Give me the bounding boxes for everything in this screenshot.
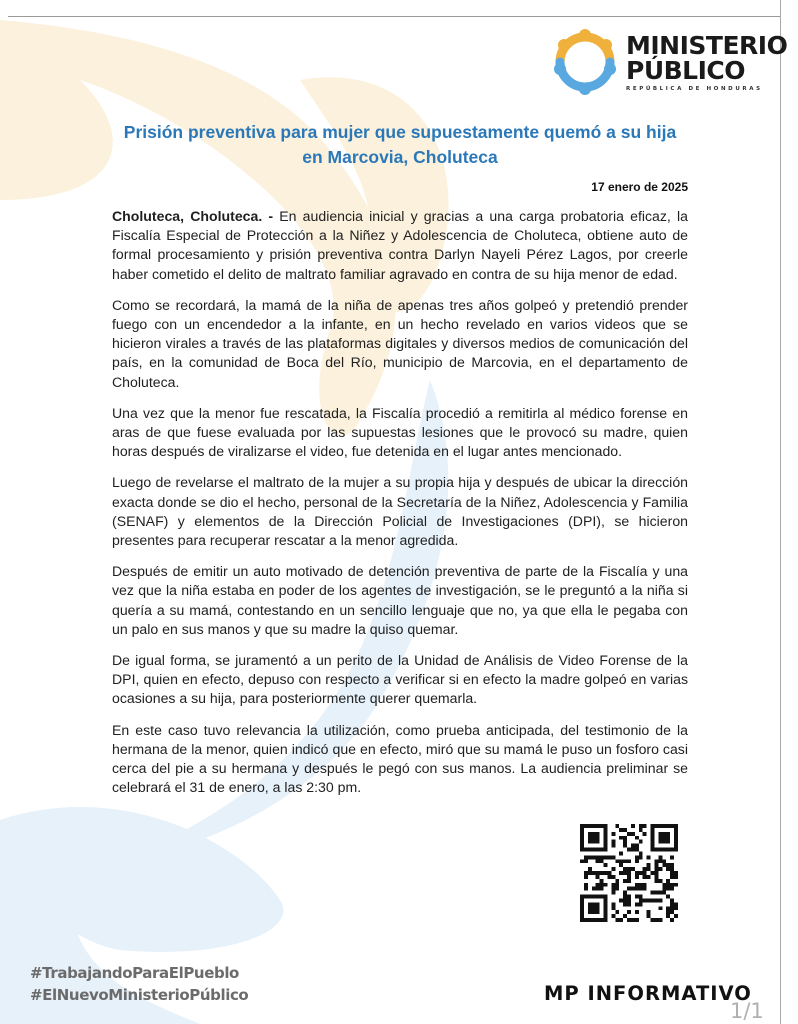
ministerio-publico-logo xyxy=(550,26,787,98)
page-number: 1/1 xyxy=(730,999,764,1023)
paragraph-7: En este caso tuvo relevancia la utilización, como prueba anticipada, del testimonio de la hermana de la menor, quien indicó que en efecto, miró que su mamá le puso un fosforo casi cerca del pie a su hermana y después le pegó con sus manos. La audiencia preliminar se celebrará el 31 de enero, a las 2:30 pm. xyxy=(112,721,688,796)
press-release-body xyxy=(112,120,688,809)
paragraph-2: Como se recordará, la mamá de la niña de apenas tres años golpeó y pretendió prender fuego con un encendedor a la infante, en un hecho revelado en varios videos que se hicieron virales a través de las plataformas digitales y diversos medios de comunicación del país, en la comunidad de Boca del Río, municipio de Marcovia, en el departamento de Choluteca. xyxy=(112,296,688,390)
paragraph-1-text: En audiencia inicial y gracias a una carga probatoria eficaz, la Fiscalía Especial de Protección a la Niñez y Adolescencia de Choluteca, obtiene auto de formal procesamiento y prisión preventiva contra Darlyn Nayeli Pérez Lagos, por creerle haber cometido el delito de maltrato familiar agravado en contra de su hija menor de edad. xyxy=(112,208,688,282)
paragraph-6: De igual forma, se juramentó a un perito de la Unidad de Análisis de Video Forense de la DPI, quien en efecto, depuso con respecto a verificar si en efecto la madre golpeó en varias ocasiones a su hija, para posteriormente querer quemarla. xyxy=(112,652,688,707)
paragraph-5: Después de emitir un auto motivado de detención preventiva de parte de la Fiscalía y una vez que la niña estaba en poder de los agentes de investigación, se le preguntó a la niña si quería a su mamá, contestando en un sencillo lenguaje que no, ya que ella le pegaba con un palo en sus manos y que su madre la quiso quemar. xyxy=(112,563,688,637)
mp-informativo-brand: MP INFORMATIVO xyxy=(544,982,752,1005)
logo-title-line2: PÚBLICO xyxy=(626,55,746,85)
press-release-title: Prisión preventiva para mujer que supuestamente quemó a su hija en Marcovia, Choluteca xyxy=(123,122,677,167)
logo-title-line1: MINISTERIO xyxy=(626,30,788,60)
dateline: Choluteca, Choluteca. - xyxy=(112,208,274,224)
paragraph-4: Luego de revelarse el maltrato de la mujer a su propia hija y después de ubicar la dirección exacta donde se dio el hecho, personal de la Secretaría de la Niñez, Adolescencia y Familia (SENAF) y elementos de la Dirección Policial de Investigaciones (DPI), se hicieron presentes para recuperar rescatar a la menor agredida. xyxy=(112,474,688,549)
qr-code[interactable] xyxy=(580,824,678,922)
logo-subtitle: REPÚBLICA DE HONDURAS xyxy=(626,85,763,92)
paragraph-1 xyxy=(112,207,688,284)
hashtag-1: #TrabajandoParaElPueblo xyxy=(30,964,239,982)
hashtags xyxy=(30,962,248,1006)
hashtag-2: #ElNuevoMinisterioPúblico xyxy=(30,986,249,1004)
paragraph-3: Una vez que la menor fue rescatada, la Fiscalía procedió a remitirla al médico forense en aras de que fuese evaluada por las supuestas lesiones que le provocó su madre, quien horas después de viralizarse el video, fue detenida en el lugar antes mencionado. xyxy=(112,404,688,460)
people-circle-icon xyxy=(550,26,620,98)
publication-date: 17 enero de 2025 xyxy=(591,180,688,194)
top-rule xyxy=(8,16,780,17)
right-rule xyxy=(780,0,781,1024)
